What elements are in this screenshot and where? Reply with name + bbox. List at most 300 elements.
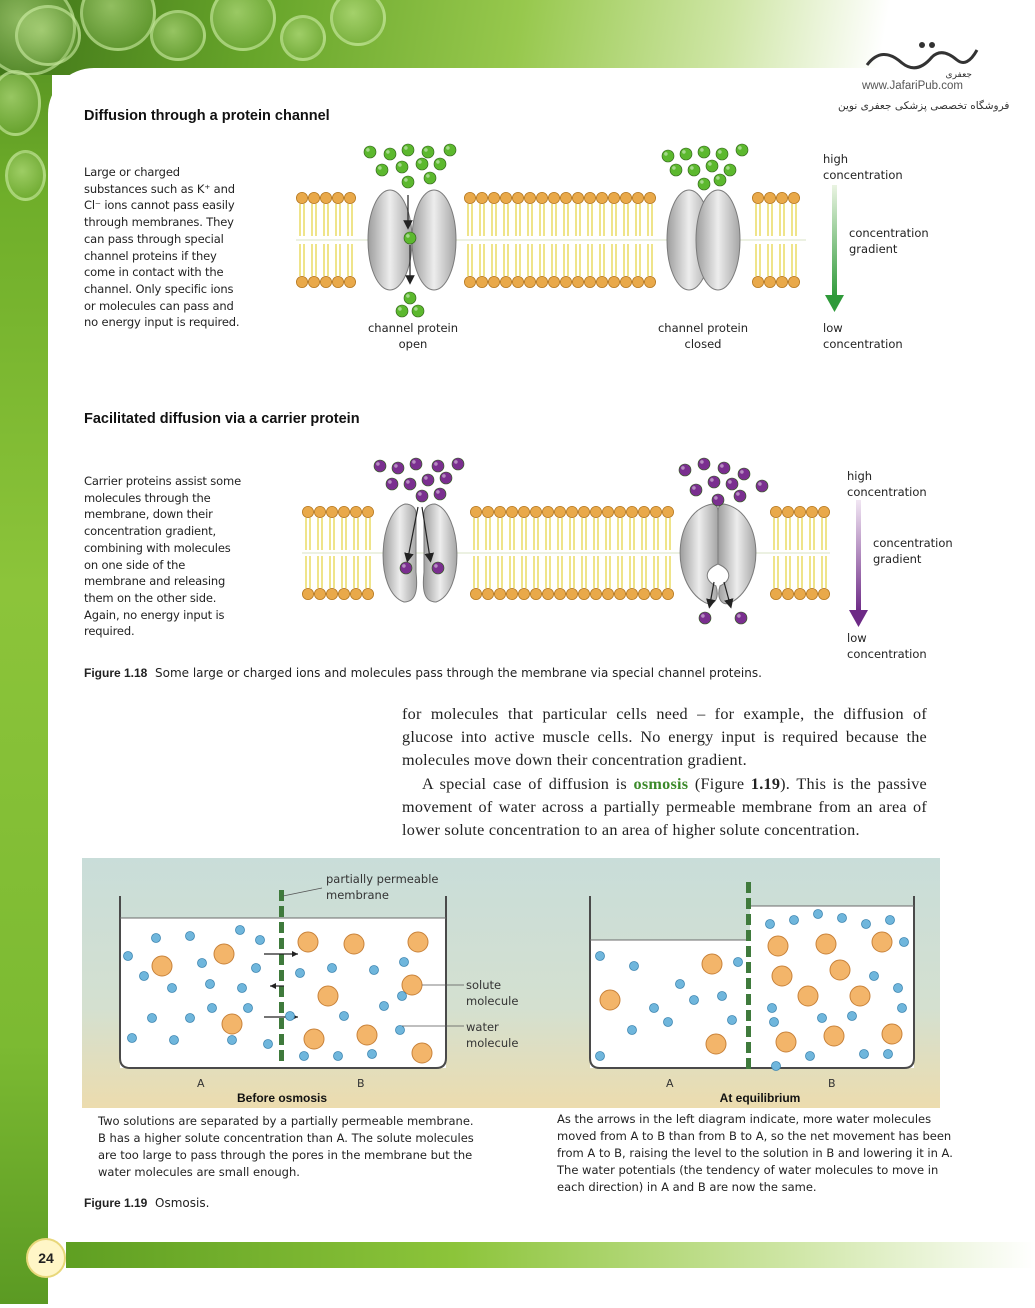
membrane-segment (746, 1010, 751, 1021)
water-molecule (728, 1016, 737, 1025)
phospholipid-head (662, 506, 673, 517)
phospholipid-head (542, 588, 553, 599)
green-molecule (688, 164, 700, 176)
purple-molecule (735, 612, 747, 624)
water-molecule (838, 914, 847, 923)
phospholipid-head (506, 506, 517, 517)
svg-text:solute: solute (466, 978, 502, 992)
phospholipid-head (494, 506, 505, 517)
water-molecule (244, 1004, 253, 1013)
phospholipid-head (602, 588, 613, 599)
solute-molecule (304, 1029, 324, 1049)
svg-text:A: A (197, 1077, 205, 1090)
phospholipid-head (320, 276, 331, 287)
phospholipid-head (338, 588, 349, 599)
phospholipid-head (488, 192, 499, 203)
osmosis-left-caption: Two solutions are separated by a partially permeable membrane. B has a higher solute concentration than A. The solute molecules are too large to pass through the pores in the membrane but the water molecules are small enough. (98, 1114, 474, 1179)
phospholipid-head (626, 588, 637, 599)
purple-molecule (734, 490, 746, 502)
label-low-concentration-2: low concentration (847, 631, 927, 661)
water-molecule (128, 1034, 137, 1043)
water-molecule (400, 958, 409, 967)
solute-molecule (152, 956, 172, 976)
water-molecule (340, 1012, 349, 1021)
membrane-leader-line (283, 888, 322, 896)
phospholipid-head (770, 506, 781, 517)
water-molecule (596, 952, 605, 961)
phospholipid-head (638, 506, 649, 517)
phospholipid-head (326, 506, 337, 517)
purple-molecule (374, 460, 386, 472)
label-gradient-1: concentration gradient (849, 226, 929, 256)
svg-text:membrane: membrane (326, 888, 389, 902)
phospholipid-head (806, 588, 817, 599)
carrier-protein-diagram (300, 452, 840, 632)
water-molecule (300, 1052, 309, 1061)
membrane-segment (746, 930, 751, 941)
phospholipid-head (464, 276, 475, 287)
phospholipid-head (350, 506, 361, 517)
green-molecule (434, 158, 446, 170)
green-molecule (680, 148, 692, 160)
phospholipid-head (578, 506, 589, 517)
label-channel-open: channel protein open (367, 321, 459, 351)
phospholipid-head (644, 276, 655, 287)
solute-molecule (344, 934, 364, 954)
label-high-concentration-2: high concentration (847, 469, 927, 499)
phospholipid-head (320, 192, 331, 203)
solute-molecule (412, 1043, 432, 1063)
phospholipid-head (566, 588, 577, 599)
phospholipid-head (548, 276, 559, 287)
phospholipid-head (476, 192, 487, 203)
water-molecule (228, 1036, 237, 1045)
phospholipid-head (332, 192, 343, 203)
purple-molecule (432, 562, 444, 574)
phospholipid-head (326, 588, 337, 599)
purple-molecule (690, 484, 702, 496)
phospholipid-head (518, 588, 529, 599)
green-molecule (714, 174, 726, 186)
publisher-tagline: فروشگاه تخصصی پزشکی جعفری نوین (838, 100, 1010, 112)
water-molecule (898, 1004, 907, 1013)
phospholipid-head (620, 192, 631, 203)
water-molecule (814, 910, 823, 919)
phospholipid-head (548, 192, 559, 203)
phospholipid-head (770, 588, 781, 599)
water-molecule (296, 969, 305, 978)
solute-molecule (222, 1014, 242, 1034)
phospholipid-head (608, 276, 619, 287)
purple-molecule (708, 476, 720, 488)
phospholipid-head (788, 276, 799, 287)
solute-molecule (830, 960, 850, 980)
phospholipid-head (578, 588, 589, 599)
phospholipid-head (470, 506, 481, 517)
solute-molecule (408, 932, 428, 952)
green-molecule (376, 164, 388, 176)
phospholipid-head (596, 192, 607, 203)
green-molecule (698, 146, 710, 158)
water-molecule (664, 1018, 673, 1027)
svg-text:At equilibrium: At equilibrium (719, 1091, 801, 1105)
phospholipid-head (572, 192, 583, 203)
publisher-logo (862, 35, 982, 80)
water-molecule (168, 984, 177, 993)
body-paragraphs (402, 703, 927, 842)
water-molecule (870, 972, 879, 981)
green-molecule (384, 148, 396, 160)
water-molecule (884, 1050, 893, 1059)
svg-text:water: water (466, 1020, 499, 1034)
membrane-segment (279, 1002, 284, 1013)
figure-1-19-caption (84, 1196, 209, 1210)
membrane-segment (746, 1026, 751, 1037)
membrane-segment (746, 898, 751, 909)
phospholipid-head (344, 192, 355, 203)
water-molecule (886, 916, 895, 925)
phospholipid-head (482, 588, 493, 599)
green-molecule (402, 144, 414, 156)
water-molecule (328, 964, 337, 973)
phospholipid-head (332, 276, 343, 287)
phospholipid-head (530, 588, 541, 599)
phospholipid-head (608, 192, 619, 203)
membrane-segment (279, 938, 284, 949)
green-molecule (716, 148, 728, 160)
water-molecule (208, 1004, 217, 1013)
membrane-segment (279, 1034, 284, 1045)
phospholipid-head (662, 588, 673, 599)
green-molecule (404, 232, 416, 244)
phospholipid-head (818, 506, 829, 517)
phospholipid-head (614, 506, 625, 517)
water-molecule (370, 966, 379, 975)
membrane-segment (279, 1018, 284, 1029)
water-molecule (630, 962, 639, 971)
phospholipid-head (530, 506, 541, 517)
solute-molecule (318, 986, 338, 1006)
footer-bar (66, 1242, 1035, 1268)
water-molecule (718, 992, 727, 1001)
water-molecule (170, 1036, 179, 1045)
green-molecule (396, 305, 408, 317)
svg-text:A: A (666, 1077, 674, 1090)
solute-molecule (824, 1026, 844, 1046)
purple-molecule (452, 458, 464, 470)
green-gradient-arrow (824, 185, 846, 315)
channel-protein-closed-right (696, 190, 740, 290)
water-molecule (676, 980, 685, 989)
water-molecule (198, 959, 207, 968)
purple-molecule (726, 478, 738, 490)
green-molecule (412, 305, 424, 317)
green-molecule (698, 178, 710, 190)
water-molecule (596, 1052, 605, 1061)
figure-1-18-text: Some large or charged ions and molecules pass through the membrane via special channel proteins. (155, 666, 762, 680)
solute-molecule (357, 1025, 377, 1045)
water-molecule (894, 984, 903, 993)
phospholipid-head (536, 192, 547, 203)
phospholipid-head (752, 276, 763, 287)
water-molecule (238, 984, 247, 993)
phospholipid-head (650, 506, 661, 517)
phospholipid-head (752, 192, 763, 203)
phospholipid-head (554, 506, 565, 517)
purple-molecule (440, 472, 452, 484)
green-molecule (422, 146, 434, 158)
water-molecule (770, 1018, 779, 1027)
phospholipid-head (632, 192, 643, 203)
water-molecule (628, 1026, 637, 1035)
water-molecule (734, 958, 743, 967)
phospholipid-head (296, 276, 307, 287)
water-molecule (848, 1012, 857, 1021)
label-channel-closed: channel protein closed (657, 321, 749, 351)
svg-text:molecule: molecule (466, 994, 519, 1008)
keyword-osmosis: osmosis (633, 774, 689, 793)
solute-molecule (882, 1024, 902, 1044)
phospholipid-head (362, 506, 373, 517)
phospholipid-head (482, 506, 493, 517)
osmosis-diagram (82, 858, 940, 1108)
purple-molecule (756, 480, 768, 492)
phospholipid-head (572, 276, 583, 287)
phospholipid-head (476, 276, 487, 287)
solute-molecule (776, 1032, 796, 1052)
phospholipid-head (782, 588, 793, 599)
purple-gradient-arrow (848, 500, 870, 630)
purple-molecule (699, 612, 711, 624)
phospholipid-head (500, 192, 511, 203)
solute-molecule (214, 944, 234, 964)
solute-molecule (850, 986, 870, 1006)
purple-molecule (416, 490, 428, 502)
osmosis-right-caption: As the arrows in the left diagram indicate, more water molecules moved from A to B than from B to A, so the net movement has been from A to B, raising the level to the solution in B and lowering it in A. The water potentials (the tendency of water molecules to move in each direction) in A and B are now the same. (557, 1112, 953, 1194)
purple-molecule (422, 474, 434, 486)
phospholipid-head (494, 588, 505, 599)
phospholipid-head (524, 192, 535, 203)
phospholipid-head (638, 588, 649, 599)
membrane-segment (279, 986, 284, 997)
decorative-cell (5, 150, 46, 201)
green-molecule (724, 164, 736, 176)
purple-molecule (738, 468, 750, 480)
body-paragraph-2: A special case of diffusion is osmosis (Figure 1.19). This is the passive movement of water across a partially permeable membrane from an area of lower solute concentration to an area of higher solute concentration. (402, 774, 927, 840)
membrane-segment (746, 994, 751, 1005)
water-molecule (264, 1040, 273, 1049)
phospholipid-head (782, 506, 793, 517)
purple-molecule (404, 478, 416, 490)
phospholipid-head (512, 192, 523, 203)
membrane-segment (279, 890, 284, 901)
solute-molecule (298, 932, 318, 952)
phospholipid-head (500, 276, 511, 287)
membrane-segment (746, 946, 751, 957)
phospholipid-head (590, 588, 601, 599)
phospholipid-head (542, 506, 553, 517)
body-paragraph-1: for molecules that particular cells need – for example, the diffusion of glucose into active muscle cells. No energy input is required because the molecules move down their concentration gradient. (402, 705, 927, 770)
green-molecule (396, 161, 408, 173)
solute-molecule (772, 966, 792, 986)
carrier-protein-left-half (383, 504, 417, 602)
water-molecule (862, 920, 871, 929)
svg-text:Before osmosis: Before osmosis (236, 1091, 328, 1105)
water-molecule (140, 972, 149, 981)
phospholipid-head (518, 506, 529, 517)
phospholipid-head (344, 276, 355, 287)
green-molecule (364, 146, 376, 158)
solute-molecule (816, 934, 836, 954)
section-title-carrier: Facilitated diffusion via a carrier protein (84, 411, 360, 427)
solute-molecule (706, 1034, 726, 1054)
phospholipid-head (626, 506, 637, 517)
membrane-segment (279, 906, 284, 917)
green-molecule (736, 144, 748, 156)
membrane-segment (746, 1058, 751, 1069)
green-molecule (444, 144, 456, 156)
phospholipid-head (794, 506, 805, 517)
phospholipid-head (644, 192, 655, 203)
phospholipid-head (350, 588, 361, 599)
phospholipid-head (788, 192, 799, 203)
water-molecule (860, 1050, 869, 1059)
phospholipid-head (614, 588, 625, 599)
phospholipid-head (464, 192, 475, 203)
water-molecule (396, 1026, 405, 1035)
membrane-segment (746, 962, 751, 973)
water-molecule (124, 952, 133, 961)
water-molecule (236, 926, 245, 935)
phospholipid-head (776, 192, 787, 203)
phospholipid-head (602, 506, 613, 517)
purple-molecule (434, 488, 446, 500)
green-molecule (706, 160, 718, 172)
green-molecule (402, 176, 414, 188)
phospholipid-head (296, 192, 307, 203)
phospholipid-head (314, 588, 325, 599)
solute-molecule (768, 936, 788, 956)
label-low-concentration-1: low concentration (823, 321, 903, 351)
phospholipid-head (524, 276, 535, 287)
phospholipid-head (584, 276, 595, 287)
phospholipid-head (308, 276, 319, 287)
phospholipid-head (620, 276, 631, 287)
phospholipid-head (362, 588, 373, 599)
svg-text:B: B (828, 1077, 836, 1090)
phospholipid-head (650, 588, 661, 599)
membrane-segment (746, 1042, 751, 1053)
svg-text:B: B (357, 1077, 365, 1090)
label-gradient-2: concentration gradient (873, 536, 953, 566)
water-molecule (768, 1004, 777, 1013)
green-molecule (424, 172, 436, 184)
membrane-segment (279, 1050, 284, 1061)
membrane-segment (746, 978, 751, 989)
page-number: 24 (26, 1238, 66, 1278)
membrane-segment (279, 970, 284, 981)
water-molecule (790, 916, 799, 925)
water-molecule (206, 980, 215, 989)
water-molecule (256, 936, 265, 945)
water-molecule (380, 1002, 389, 1011)
phospholipid-head (302, 588, 313, 599)
phospholipid-head (590, 506, 601, 517)
side-text-carrier: Carrier proteins assist some molecules through the membrane, down their concentration gradient, combining with molecules on one side of the membrane and releasing them on the other side. Again, no energy input is required. (84, 474, 241, 639)
purple-molecule (698, 458, 710, 470)
phospholipid-head (470, 588, 481, 599)
membrane-segment (746, 914, 751, 925)
phospholipid-head (566, 506, 577, 517)
figure-1-18-caption (84, 666, 762, 680)
water-molecule (766, 920, 775, 929)
carrier-protein-right-half (423, 504, 457, 602)
phospholipid-head (512, 276, 523, 287)
water-molecule (186, 1014, 195, 1023)
water-molecule (186, 932, 195, 941)
purple-molecule (712, 494, 724, 506)
water-molecule (252, 964, 261, 973)
water-molecule (152, 934, 161, 943)
water-molecule (286, 1012, 295, 1021)
solute-molecule (600, 990, 620, 1010)
purple-molecule (400, 562, 412, 574)
figure-1-19-label: Figure 1.19 (84, 1196, 148, 1210)
logo-text: جعفری (945, 70, 972, 80)
phospholipid-head (506, 588, 517, 599)
membrane-segment (279, 922, 284, 933)
phospholipid-head (488, 276, 499, 287)
water-molecule (148, 1014, 157, 1023)
purple-molecule (410, 458, 422, 470)
svg-text:molecule: molecule (466, 1036, 519, 1050)
water-molecule (650, 1004, 659, 1013)
section-title-channel: Diffusion through a protein channel (84, 108, 330, 124)
water-molecule (690, 996, 699, 1005)
phospholipid-head (584, 192, 595, 203)
figure-1-19-text: Osmosis. (155, 1196, 210, 1210)
green-molecule (670, 164, 682, 176)
green-molecule (662, 150, 674, 162)
purple-molecule (386, 478, 398, 490)
side-text-channel: Large or charged substances such as K⁺ and Cl⁻ ions cannot pass easily through membranes. They can pass through special channel proteins if they come in contact with the channel. Only specific ions or molecules can pass and no energy input is required. (84, 165, 240, 330)
phospholipid-head (314, 506, 325, 517)
water-molecule (806, 1052, 815, 1061)
carrier-protein-right-half (718, 504, 756, 604)
membrane-segment (746, 882, 751, 893)
solute-molecule (798, 986, 818, 1006)
purple-molecule (679, 464, 691, 476)
phospholipid-head (536, 276, 547, 287)
phospholipid-head (818, 588, 829, 599)
phospholipid-head (806, 506, 817, 517)
phospholipid-head (308, 192, 319, 203)
purple-molecule (392, 462, 404, 474)
membrane-segment (279, 954, 284, 965)
purple-molecule (432, 460, 444, 472)
phospholipid-head (596, 276, 607, 287)
water-molecule (368, 1050, 377, 1059)
green-molecule (404, 292, 416, 304)
label-high-concentration-1: high concentration (823, 152, 903, 182)
solute-molecule (702, 954, 722, 974)
purple-molecule (718, 462, 730, 474)
water-molecule (772, 1062, 781, 1071)
solute-molecule (402, 975, 422, 995)
phospholipid-head (560, 276, 571, 287)
water-molecule (334, 1052, 343, 1061)
phospholipid-head (794, 588, 805, 599)
